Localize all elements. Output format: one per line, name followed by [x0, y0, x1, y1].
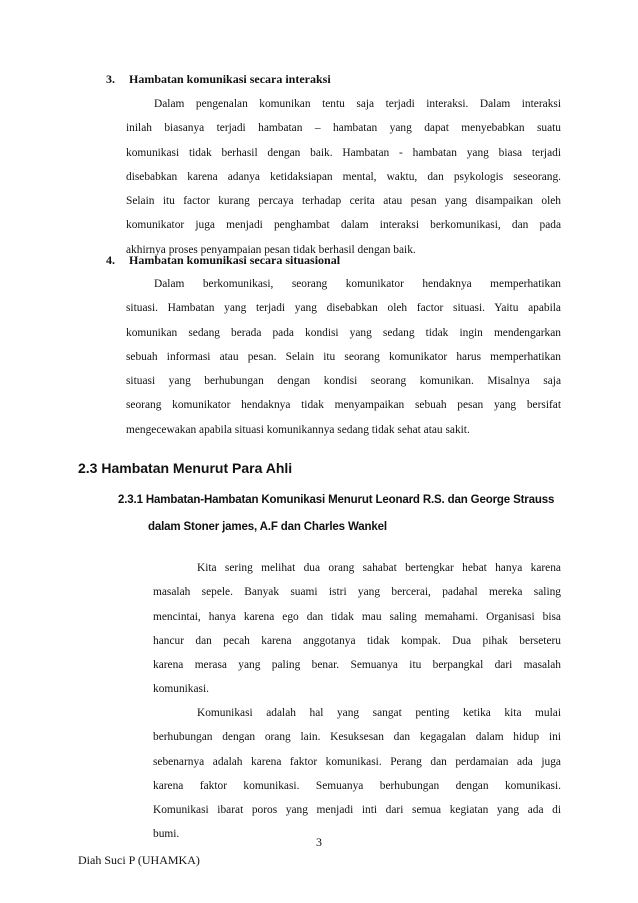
paragraph-line: Kita sering melihat dua orang sahabat bertengkar hebat hanya karena	[197, 562, 561, 574]
paragraph-line: Komunikasi ibarat poros yang menjadi inti dari semua kegiatan yang ada di	[153, 804, 561, 817]
paragraph-line: Komunikasi adalah hal yang sangat penting ketika kita mulai	[197, 707, 561, 719]
item-3-heading	[106, 72, 331, 87]
item-3-paragraph	[126, 92, 561, 262]
paragraph-line: inilah biasanya terjadi hambatan – hambatan yang dapat menyebabkan suatu	[126, 122, 561, 135]
subsection-title-line-2: dalam Stoner james, A.F dan Charles Wankel	[148, 521, 387, 533]
paragraph-line: karena faktor komunikasi. Semuanya berhubungan dengan komunikasi.	[153, 779, 561, 792]
paragraph-line: seorang komunikator hendaknya tidak menyampaikan sebuah pesan yang bersifat	[126, 399, 561, 412]
paragraph-line: masalah sepele. Banyak suami istri yang bercerai, padahal mereka saling	[153, 586, 561, 599]
paragraph-line: komunikasi.	[153, 683, 210, 696]
paragraph-line: Selain itu factor kurang percaya terhadap cerita atau pesan yang disampaikan oleh	[126, 195, 561, 208]
paragraph-line: mencintai, hanya karena ego dan tidak mau saling memahami. Organisasi bisa	[153, 610, 561, 623]
paragraph-line: Dalam berkomunikasi, seorang komunikator hendaknya memperhatikan	[154, 278, 561, 290]
item-3-title: Hambatan komunikasi secara interaksi	[129, 72, 331, 86]
page-number: 3	[316, 835, 322, 849]
paragraph-line: mengecewakan apabila situasi komunikannya sedang tidak sehat atau sakit.	[126, 423, 470, 436]
item-4-paragraph	[126, 272, 561, 442]
subsection-title-line-1: 2.3.1 Hambatan-Hambatan Komunikasi Menurut Leonard R.S. dan George Strauss	[118, 494, 555, 506]
section-title: 2.3 Hambatan Menurut Para Ahli	[78, 460, 293, 476]
paragraph-line: Dalam pengenalan komunikan tentu saja terjadi interaksi. Dalam interaksi	[154, 98, 561, 110]
paragraph-line: komunikator juga menjadi penghambat dalam interaksi berkomunikasi, dan pada	[126, 219, 561, 232]
item-4-heading	[106, 253, 340, 268]
paragraph-line: berhubungan dengan orang lain. Kesuksesan dan kegagalan dalam hidup ini	[153, 731, 561, 744]
paragraph-line: sebuah informasi atau pesan. Selain itu seorang komunikator harus memperhatikan	[126, 350, 561, 363]
item-3-number: 3.	[106, 72, 115, 86]
paragraph-line: karena merasa yang paling benar. Semuanya itu berpangkal dari masalah	[153, 659, 561, 672]
paragraph-line: bumi.	[153, 828, 180, 841]
paragraph-line: komunikasi tidak berhasil dengan baik. Hambatan - hambatan yang biasa terjadi	[126, 146, 561, 159]
section-paragraph-2	[153, 701, 561, 847]
paragraph-line: disebabkan karena adanya ketidaksiapan mental, waktu, dan psykologis seseorang.	[126, 170, 561, 183]
item-4-number: 4.	[106, 253, 115, 267]
paragraph-line: hancur dan pecah karena anggotanya tidak kompak. Dua pihak berseteru	[153, 634, 561, 647]
item-4-title: Hambatan komunikasi secara situasional	[129, 253, 341, 267]
paragraph-line: situasi. Hambatan yang terjadi yang disebabkan oleh factor situasi. Yaitu apabila	[126, 302, 561, 315]
paragraph-line: akhirnya proses penyampaian pesan tidak berhasil dengan baik.	[126, 243, 416, 256]
footer-author: Diah Suci P (UHAMKA)	[78, 853, 200, 867]
paragraph-line: situasi yang berhubungan dengan kondisi seorang komunikan. Misalnya saja	[126, 375, 561, 388]
paragraph-line: komunikan sedang berada pada kondisi yang sedang tidak ingin mendengarkan	[126, 326, 561, 339]
paragraph-line: sebenarnya adalah karena faktor komunikasi. Perang dan perdamaian ada juga	[153, 755, 561, 768]
section-paragraph-1	[153, 556, 561, 702]
